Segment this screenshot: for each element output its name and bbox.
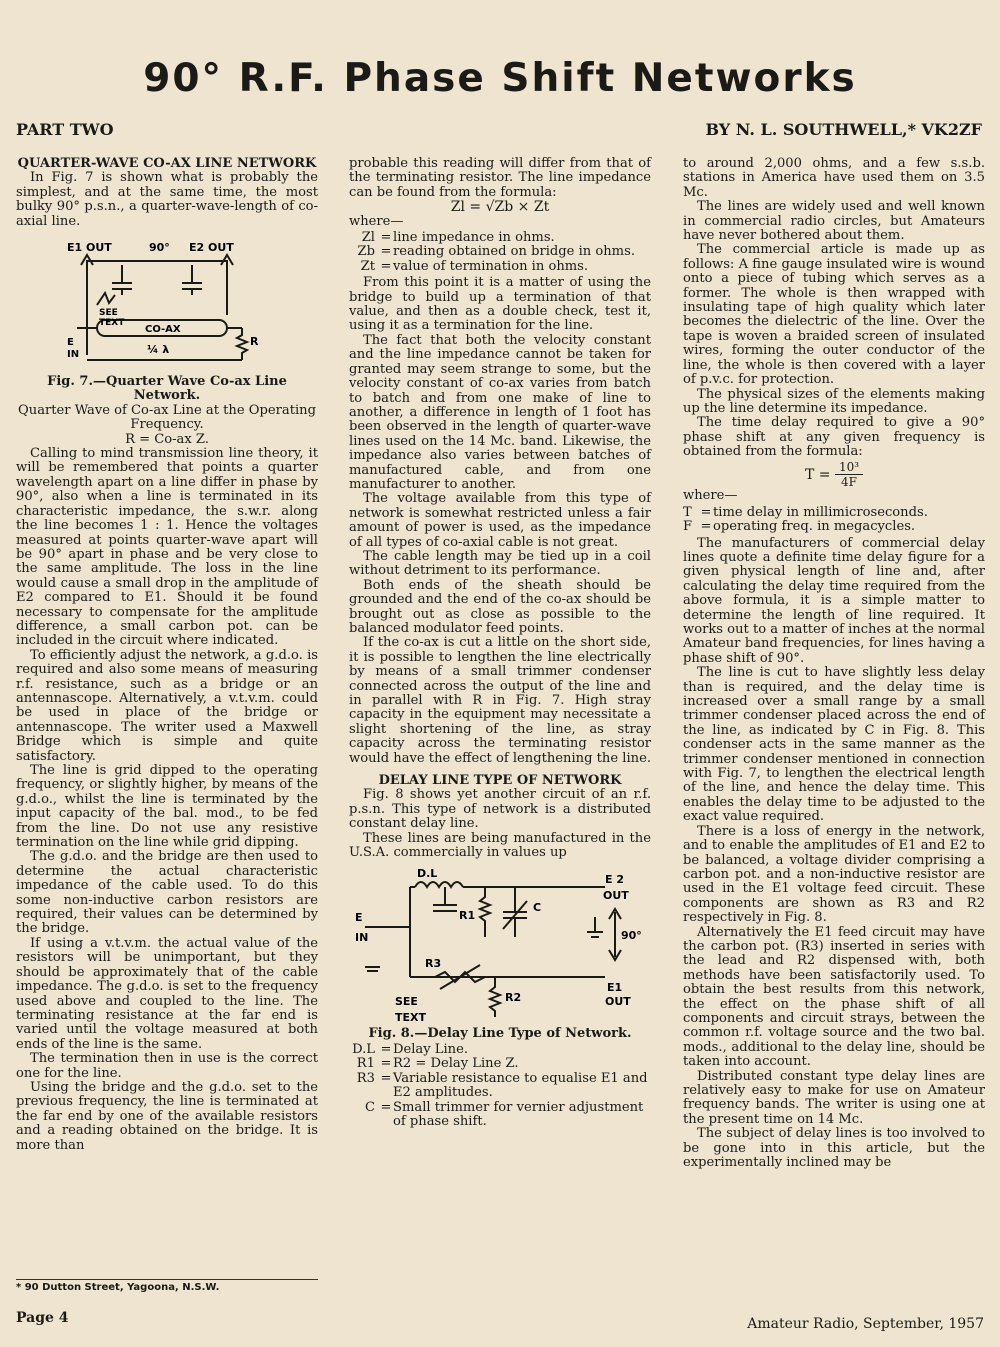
fig8-dl-label: D.L (417, 866, 438, 880)
paragraph: If using a v.t.v.m. the actual value of the resistors will be unimportant, but they should be approximately that of the cable impedance. The g.d.o. is set to the frequency used above and coupled to the line. The terminating resistance at the far end is varied until the voltage measured at both ends of the line is the same. (16, 935, 318, 1052)
paragraph: The time delay required to give a 90° phase shift at any given frequency is obtained from the formula: (683, 415, 985, 460)
article-title: 90° R.F. Phase Shift Networks (143, 56, 857, 101)
figure-8-caption: Fig. 8.—Delay Line Type of Network. (368, 1025, 632, 1041)
def-term: Zb (357, 244, 375, 260)
def-term: D.L (352, 1041, 375, 1057)
paragraph: The lines are widely used and well known in commercial radio circles, but Amateurs have never bothered about them. (683, 199, 985, 244)
fig7-text-label: TEXT (99, 318, 125, 329)
definition-list (683, 506, 985, 535)
paragraph: The line is cut to have slightly less delay than is required, and the delay time is increased over a small range by a small trimmer condenser placed across the end of the line, as indicated by C in Fig. 8. This condenser acts in the same manner as the trimmer condenser mentioned in connection with Fig. 7, to lengthen the electrical length of the line, and hence the delay time. This enables the delay time to be adjusted to the exact value required. (683, 665, 985, 825)
column-3 (683, 157, 985, 1170)
fig7-coax-label: CO-AX (145, 324, 181, 336)
def-term: T (683, 504, 692, 520)
definition-row: R3 = Variable resistance to equalise E1 and E2 amplitudes. (349, 1072, 651, 1101)
definition-row: Zt = value of termination in ohms. (349, 260, 651, 274)
def-term: F (683, 519, 693, 535)
section-heading-coax: QUARTER-WAVE CO-AX LINE NETWORK (17, 156, 317, 171)
fig7-in-label: IN (67, 349, 80, 361)
def-value: Delay Line. (393, 1041, 469, 1057)
paragraph: The commercial article is made up as follows: A fine gauge insulated wire is wound onto a piece of tubing which serves as a former. The whole is then wrapped with insulating tape of high quality which later becomes the dielectric of the line. Over the tape is woven a braided screen of insulated wires, forming the outer conductor of the line, the whole is then covered with a layer of p.v.c. for protection. (683, 242, 985, 388)
formula-zl: Zl = √Zb × Zt (450, 199, 550, 216)
def-term: R1 (356, 1056, 375, 1072)
page-number: Page 4 (16, 1310, 69, 1326)
paragraph: To efficiently adjust the network, a g.d.o. is required and also some means of measuring r.f. resistance, such as a bridge or an antennascope. Alternatively, a v.t.v.m. could be used in place of the bridge or antennascope. The writer used a Maxwell Bridge which is simple and quite satisfactory. (16, 647, 318, 764)
figure-8-legend (349, 1043, 651, 1129)
formula-numerator: 10³ (835, 460, 863, 475)
fig8-c-label: C (533, 900, 542, 914)
paragraph: The manufacturers of commercial delay lines quote a definite time delay figure for a given physical length of line and, after calculating the delay time required from the above formula, it is a simple matter to determine the length of line required. It works out to a matter of inches at the normal Amateur band frequencies, for lines having a phase shift of 90°. (683, 535, 985, 666)
def-term: R3 (356, 1070, 375, 1086)
def-value: value of termination in ohms. (393, 258, 589, 274)
formula-time-delay (683, 460, 985, 490)
fig8-out-label: OUT (603, 888, 629, 902)
author-byline: BY N. L. SOUTHWELL,* VK2ZF (705, 120, 982, 139)
def-value: operating freq. in megacycles. (713, 519, 916, 535)
paragraph: Using the bridge and the g.d.o. set to the previous frequency, the line is terminated at the far end by one of the available resistors and a reading obtained on the bridge. It is more than (16, 1079, 318, 1153)
def-value: line impedance in ohms. (393, 230, 555, 246)
journal-footer: Amateur Radio, September, 1957 (747, 1316, 984, 1332)
fig8-see-label: SEE (395, 994, 418, 1008)
fig8-90-label: 90° (621, 928, 642, 942)
definition-row: C = Small trimmer for vernier adjustment of phase shift. (349, 1101, 651, 1130)
figure-7-caption: Fig. 7.—Quarter Wave Co-ax Line Network. (47, 374, 287, 404)
paragraph: If the co-ax is cut a little on the short side, it is possible to lengthen the line electrically by means of a small trimmer condenser connected across the output of the line and in parallel with R in Fig. 7. High stray capacity in the equipment may necessitate a slight shortening of the line, as stray capacity across the terminating resistor would have the effect of lengthening the line. (349, 635, 651, 766)
def-value: Small trimmer for vernier adjustment of phase shift. (393, 1099, 644, 1129)
def-term: C (364, 1099, 375, 1115)
paragraph: From this point it is a matter of using the bridge to build up a termination of that value, and then as a double check, test it, using it as a termination for the line. (349, 275, 651, 334)
fig8-r1-label: R1 (459, 908, 476, 922)
fig8-e1-label: E1 (607, 980, 623, 994)
figure-7-note: Quarter Wave of Co-ax Line at the Operating Frequency. (18, 402, 316, 433)
figure-7-note-r: R = Co-ax Z. (125, 431, 209, 447)
paragraph: The line is grid dipped to the operating frequency, or slightly higher, by means of the g.d.o., whilst the line is terminated by the input capacity of the bal. mod., to be fed from the line. Do not use any resistive termination on the line while grid dipping. (16, 763, 318, 851)
column-1 (16, 157, 318, 1153)
fig8-r2-label: R2 (505, 990, 522, 1004)
paragraph: Distributed constant type delay lines are relatively easy to make for use on Amateur frequency bands. The writer is using one at the present time on 14 Mc. (683, 1068, 985, 1127)
paragraph: probable this reading will differ from that of the terminating resistor. The line impedance can be found from the formula: (349, 156, 651, 200)
paragraph: The cable length may be tied up in a coil without detriment to its performance. (349, 548, 651, 579)
def-value: time delay in millimicroseconds. (713, 504, 928, 520)
paragraph: There is a loss of energy in the network, and to enable the amplitudes of E1 and E2 to be balanced, a voltage divider comprising a carbon pot. and a non-inductive resistor are used in the E1 voltage feed circuit. These components are shown as R3 and R2 respectively in Fig. 8. (683, 823, 985, 926)
figure-7-diagram (67, 235, 267, 375)
paragraph: Alternatively the E1 feed circuit may have the carbon pot. (R3) inserted in series with the lead and R2 dispensed with, both methods have been satisfactorily used. To obtain the best results from this network, the effect on the phase shift of all components and circuit strays, between the common r.f. voltage source and the two bal. mods., additional to the delay line, should be taken into account. (683, 924, 985, 1070)
author-footnote: * 90 Dutton Street, Yagoona, N.S.W. (16, 1279, 318, 1293)
paragraph: The voltage available from this type of network is somewhat restricted unless a fair amount of power is used, as the impedance of all types of co-axial cable is not great. (349, 491, 651, 550)
part-label: PART TWO (16, 120, 114, 139)
formula-denominator: 4F (841, 474, 857, 489)
def-value: R2 = Delay Line Z. (393, 1056, 519, 1072)
formula-fraction (835, 460, 863, 490)
where-label: where— (683, 488, 738, 504)
fig7-r-label: R (250, 335, 259, 349)
def-value: reading obtained on bridge in ohms. (393, 244, 635, 260)
definition-row: Zl = line impedance in ohms. (349, 231, 651, 245)
fig7-e1-out-label: E1 OUT (67, 241, 112, 255)
section-heading-delay-line: DELAY LINE TYPE OF NETWORK (378, 773, 622, 789)
fig8-r3-label: R3 (425, 956, 442, 970)
paragraph: The termination then in use is the correct one for the line. (16, 1051, 318, 1081)
fig7-see-label: SEE (99, 308, 118, 319)
figure-8-diagram (355, 867, 645, 1027)
fig8-out2-label: OUT (605, 994, 631, 1008)
paragraph: The fact that both the velocity constant and the line impedance cannot be taken for granted may seem strange to some, but the velocity constant of co-ax varies from batch to batch and from one make of line to another, a difference in length of 1 foot has been observed in the length of quarter-wave lines used on the 14 Mc. band. Likewise, the impedance also varies between batches of manufactured cable, and from one manufacturer to another. (349, 332, 651, 492)
definition-row: F = operating freq. in megacycles. (683, 520, 985, 534)
where-label: where— (349, 213, 404, 229)
def-value: Variable resistance to equalise E1 and E2 amplitudes. (393, 1070, 648, 1101)
fig8-in-label: IN (355, 930, 369, 944)
paragraph: Calling to mind transmission line theory, it will be remembered that points a quarter wavelength apart on a line differ in phase by 90°, also when a line is terminated in its characteristic impedance, the s.w.r. along the line becomes 1 : 1. Hence the voltages measured at points quarter-wave apart will be 90° apart in phase and be very close to the same amplitude. The loss in the line would cause a small drop in the amplitude of E2 compared to E1. Should it be found necessary to compensate for the amplitude difference, a small carbon pot. can be included in the circuit where indicated. (16, 446, 318, 649)
column-2 (349, 157, 651, 1131)
paragraph: These lines are being manufactured in the U.S.A. commercially in values up (349, 830, 651, 861)
paragraph: The g.d.o. and the bridge are then used to determine the actual characteristic impedance of the cable used. To do this some non-inductive carbon resistors are required, their values can be determined by the bridge. (16, 849, 318, 937)
formula-lhs: T = (804, 466, 831, 483)
paragraph: Both ends of the sheath should be grounded and the end of the co-ax should be brought out as close as possible to the balanced modulator feed points. (349, 577, 651, 636)
paragraph: In Fig. 7 is shown what is probably the simplest, and at the same time, the most bulky 90° p.s.n., a quarter-wave-length of co-axial line. (16, 170, 318, 229)
definition-row: D.L = Delay Line. (349, 1043, 651, 1057)
definition-row: T = time delay in millimicroseconds. (683, 506, 985, 520)
fig8-e2-label: E 2 (605, 872, 624, 886)
paragraph: The physical sizes of the elements making up the line determine its impedance. (683, 386, 985, 416)
fig7-90-label: 90° (149, 241, 170, 255)
definition-list (349, 231, 651, 274)
fig7-e2-out-label: E2 OUT (189, 241, 234, 255)
fig7-quarter-label: ¼ λ (147, 343, 170, 357)
def-term: Zl (361, 230, 375, 246)
fig8-text-label: TEXT (395, 1010, 427, 1024)
definition-row: R1 = R2 = Delay Line Z. (349, 1057, 651, 1071)
paragraph: Fig. 8 shows yet another circuit of an r.f. p.s.n. This type of network is a distributed constant delay line. (349, 787, 651, 832)
def-term: Zt (360, 258, 375, 274)
fig7-e-label: E (67, 337, 74, 349)
paragraph: to around 2,000 ohms, and a few s.s.b. stations in America have used them on 3.5 Mc. (683, 156, 985, 200)
definition-row: Zb = reading obtained on bridge in ohms. (349, 245, 651, 259)
paragraph: The subject of delay lines is too involved to be gone into in this article, but the experimentally inclined may be (683, 1126, 985, 1171)
fig8-e-label: E (355, 910, 363, 924)
